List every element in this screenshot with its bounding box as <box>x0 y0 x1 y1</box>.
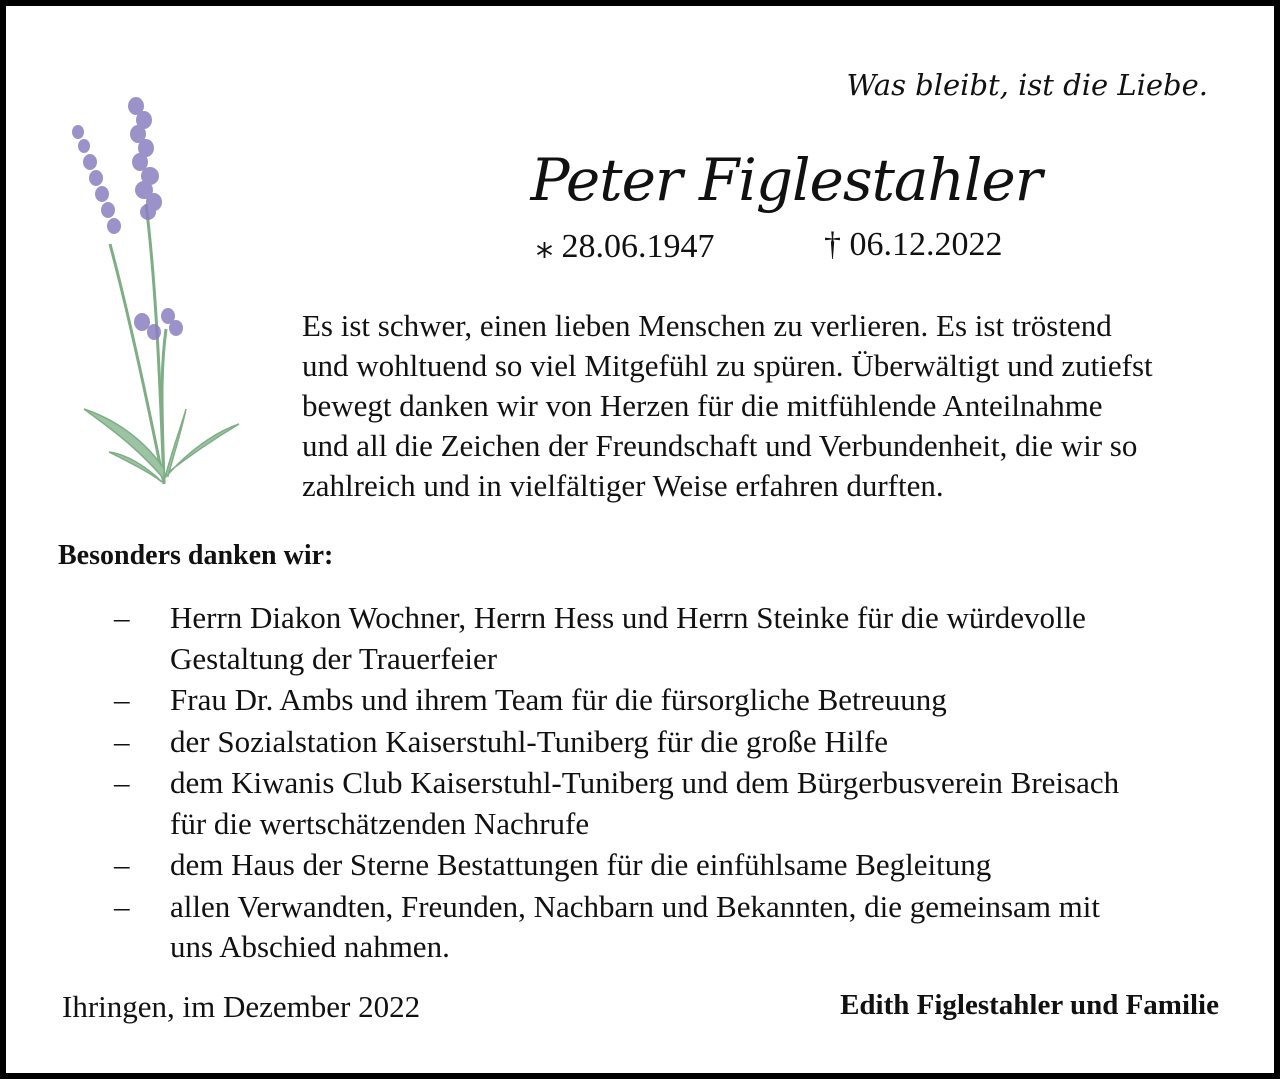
dash-bullet: – <box>114 888 130 924</box>
list-item-line: dem Kiwanis Club Kaiserstuhl-Tuniberg und dem Bürgerbusverein Breisach <box>170 765 1120 800</box>
list-item <box>114 598 1254 679</box>
list-item-line: für die wertschätzenden Nachrufe <box>170 805 590 841</box>
list-item-line: Frau Dr. Ambs und ihrem Team für die fürsorgliche Betreuung <box>170 682 947 717</box>
intro-text <box>302 306 1262 506</box>
list-item <box>114 845 1254 886</box>
list-item-line: Herrn Diakon Wochner, Herrn Hess und Herrn Steinke für die würdevolle <box>170 600 1086 635</box>
dash-bullet: – <box>114 765 130 800</box>
list-item-line: allen Verwandten, Freunden, Nachbarn und Bekannten, die gemeinsam mit <box>170 888 1101 924</box>
dash-bullet: – <box>114 600 130 635</box>
intro-line: zahlreich und in vielfältiger Weise erfahren durften. <box>302 468 944 503</box>
dash-bullet: – <box>114 847 130 882</box>
list-item <box>114 722 1254 763</box>
deceased-name: Peter Figlestahler <box>530 146 1042 214</box>
dash-bullet: – <box>114 723 130 759</box>
list-item-line: dem Haus der Sterne Bestattungen für die einfühlsame Begleitung <box>170 847 992 882</box>
thanks-heading: Besonders danken wir: <box>58 540 334 571</box>
motto: Was bleibt, ist die Liebe. <box>846 68 1208 102</box>
list-item-line: Gestaltung der Trauerfeier <box>170 640 498 676</box>
lavender-illustration <box>64 84 244 494</box>
list-item <box>114 763 1254 844</box>
death-date: † 06.12.2022 <box>824 226 1003 263</box>
intro-line: und all die Zeichen der Freundschaft und Verbundenheit, die wir so <box>302 428 1138 463</box>
intro-line: und wohltuend so viel Mitgefühl zu spüren. Überwältigt und zutiefst <box>302 348 1153 383</box>
list-item-line: der Sozialstation Kaiserstuhl-Tuniberg für die große Hilfe <box>170 723 889 759</box>
signature: Edith Figlestahler und Familie <box>840 989 1219 1021</box>
list-item-line: uns Abschied nahmen. <box>170 929 450 964</box>
list-item <box>114 887 1254 968</box>
intro-line: bewegt danken wir von Herzen für die mitfühlende Anteilnahme <box>302 388 1103 423</box>
thanks-list <box>114 598 1254 969</box>
birth-date: ⁎ 28.06.1947 <box>536 228 715 265</box>
dash-bullet: – <box>114 682 130 717</box>
list-item <box>114 680 1254 721</box>
place-date: Ihringen, im Dezember 2022 <box>62 989 421 1024</box>
intro-line: Es ist schwer, einen lieben Menschen zu verlieren. Es ist tröstend <box>302 308 1112 343</box>
